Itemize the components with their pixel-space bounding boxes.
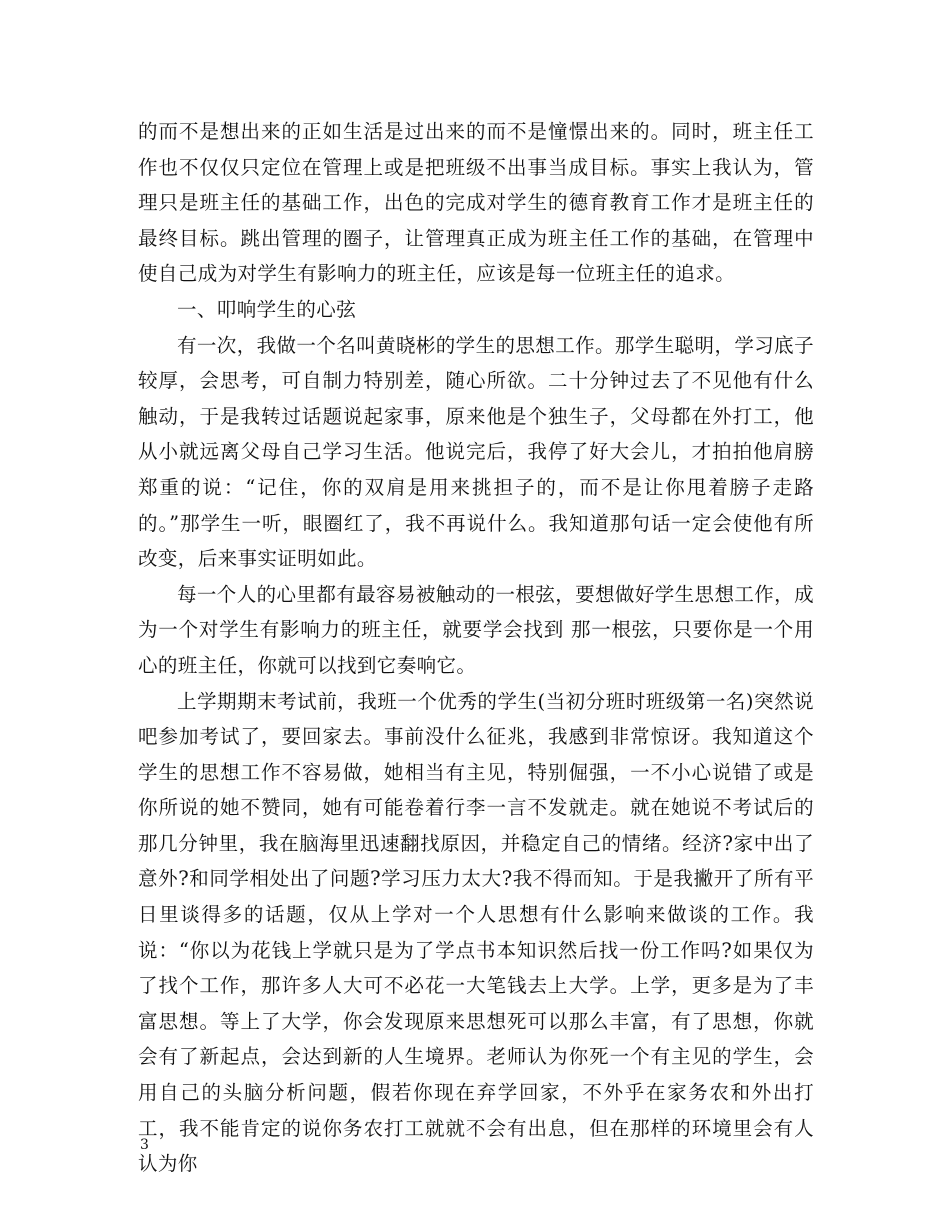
paragraph-heartstring: 每一个人的心里都有最容易被触动的一根弦，要想做好学生思想工作，成为一个对学生有影响力的班主任，就要学会找到 那一根弦，只要你是一个用心的班主任，你就可以找到它奏响它。: [138, 582, 814, 677]
document-body: [138, 114, 814, 1182]
paragraph-story: 有一次，我做一个名叫黄晓彬的学生的思想工作。那学生聪明，学习底子较厚，会思考，可自制力特别差，随心所欲。二十分钟过去了不见他有什么触动，于是我转过话题说起家事，原来他是个独生子，父母都在外打工，他从小就远离父母自己学习生活。他说完后，我停了好大会儿，才拍拍他肩膀郑重的说：“记住，你的双肩是用来挑担子的，而不是让你甩着膀子走路的。”那学生一听，眼圈红了，我不再说什么。我知道那句话一定会使他有所改变，后来事实证明如此。: [138, 333, 814, 571]
paragraph-exam-story: 上学期期末考试前，我班一个优秀的学生(当初分班时班级第一名)突然说吧参加考试了，要回家去。事前没什么征兆，我感到非常惊讶。我知道这个学生的思想工作不容易做，她相当有主见，特别倔强，一不小心说错了或是你所说的她不赞同，她有可能卷着行李一言不发就走。就在她说不考试后的那几分钟里，我在脑海里迅速翻找原因，并稳定自己的情绪。经济?家中出了意外?和同学相处出了问题?学习压力太大?我不得而知。于是我撇开了所有平日里谈得多的话题，仅从上学对一个人思想有什么影响来做谈的工作。我说：“你以为花钱上学就只是为了学点书本知识然后找一份工作吗?如果仅为了找个工作，那许多人大可不必花一大笔钱去上大学。上学，更多是为了丰富思想。等上了大学，你会发现原来思想死可以那么丰富，有了思想，你就会有了新起点，会达到新的人生境界。老师认为你死一个有主见的学生，会用自己的头脑分析问题，假若你现在弃学回家，不外乎在家务农和外出打工，我不能肯定的说你务农打工就就不会有出息，但在那样的环境里会有人认为你: [138, 689, 814, 1176]
paragraph-continuation: 的而不是想出来的正如生活是过出来的而不是憧憬出来的。同时，班主任工作也不仅仅只定位在管理上或是把班级不出事当成目标。事实上我认为，管理只是班主任的基础工作，出色的完成对学生的德育教育工作才是班主任的最终目标。跳出管理的圈子，让管理真正成为班主任工作的基础，在管理中使自己成为对学生有影响力的班主任，应该是每一位班主任的追求。: [138, 120, 814, 286]
page-number: 3: [140, 1137, 149, 1153]
section-heading: 一、叩响学生的心弦: [177, 297, 357, 321]
